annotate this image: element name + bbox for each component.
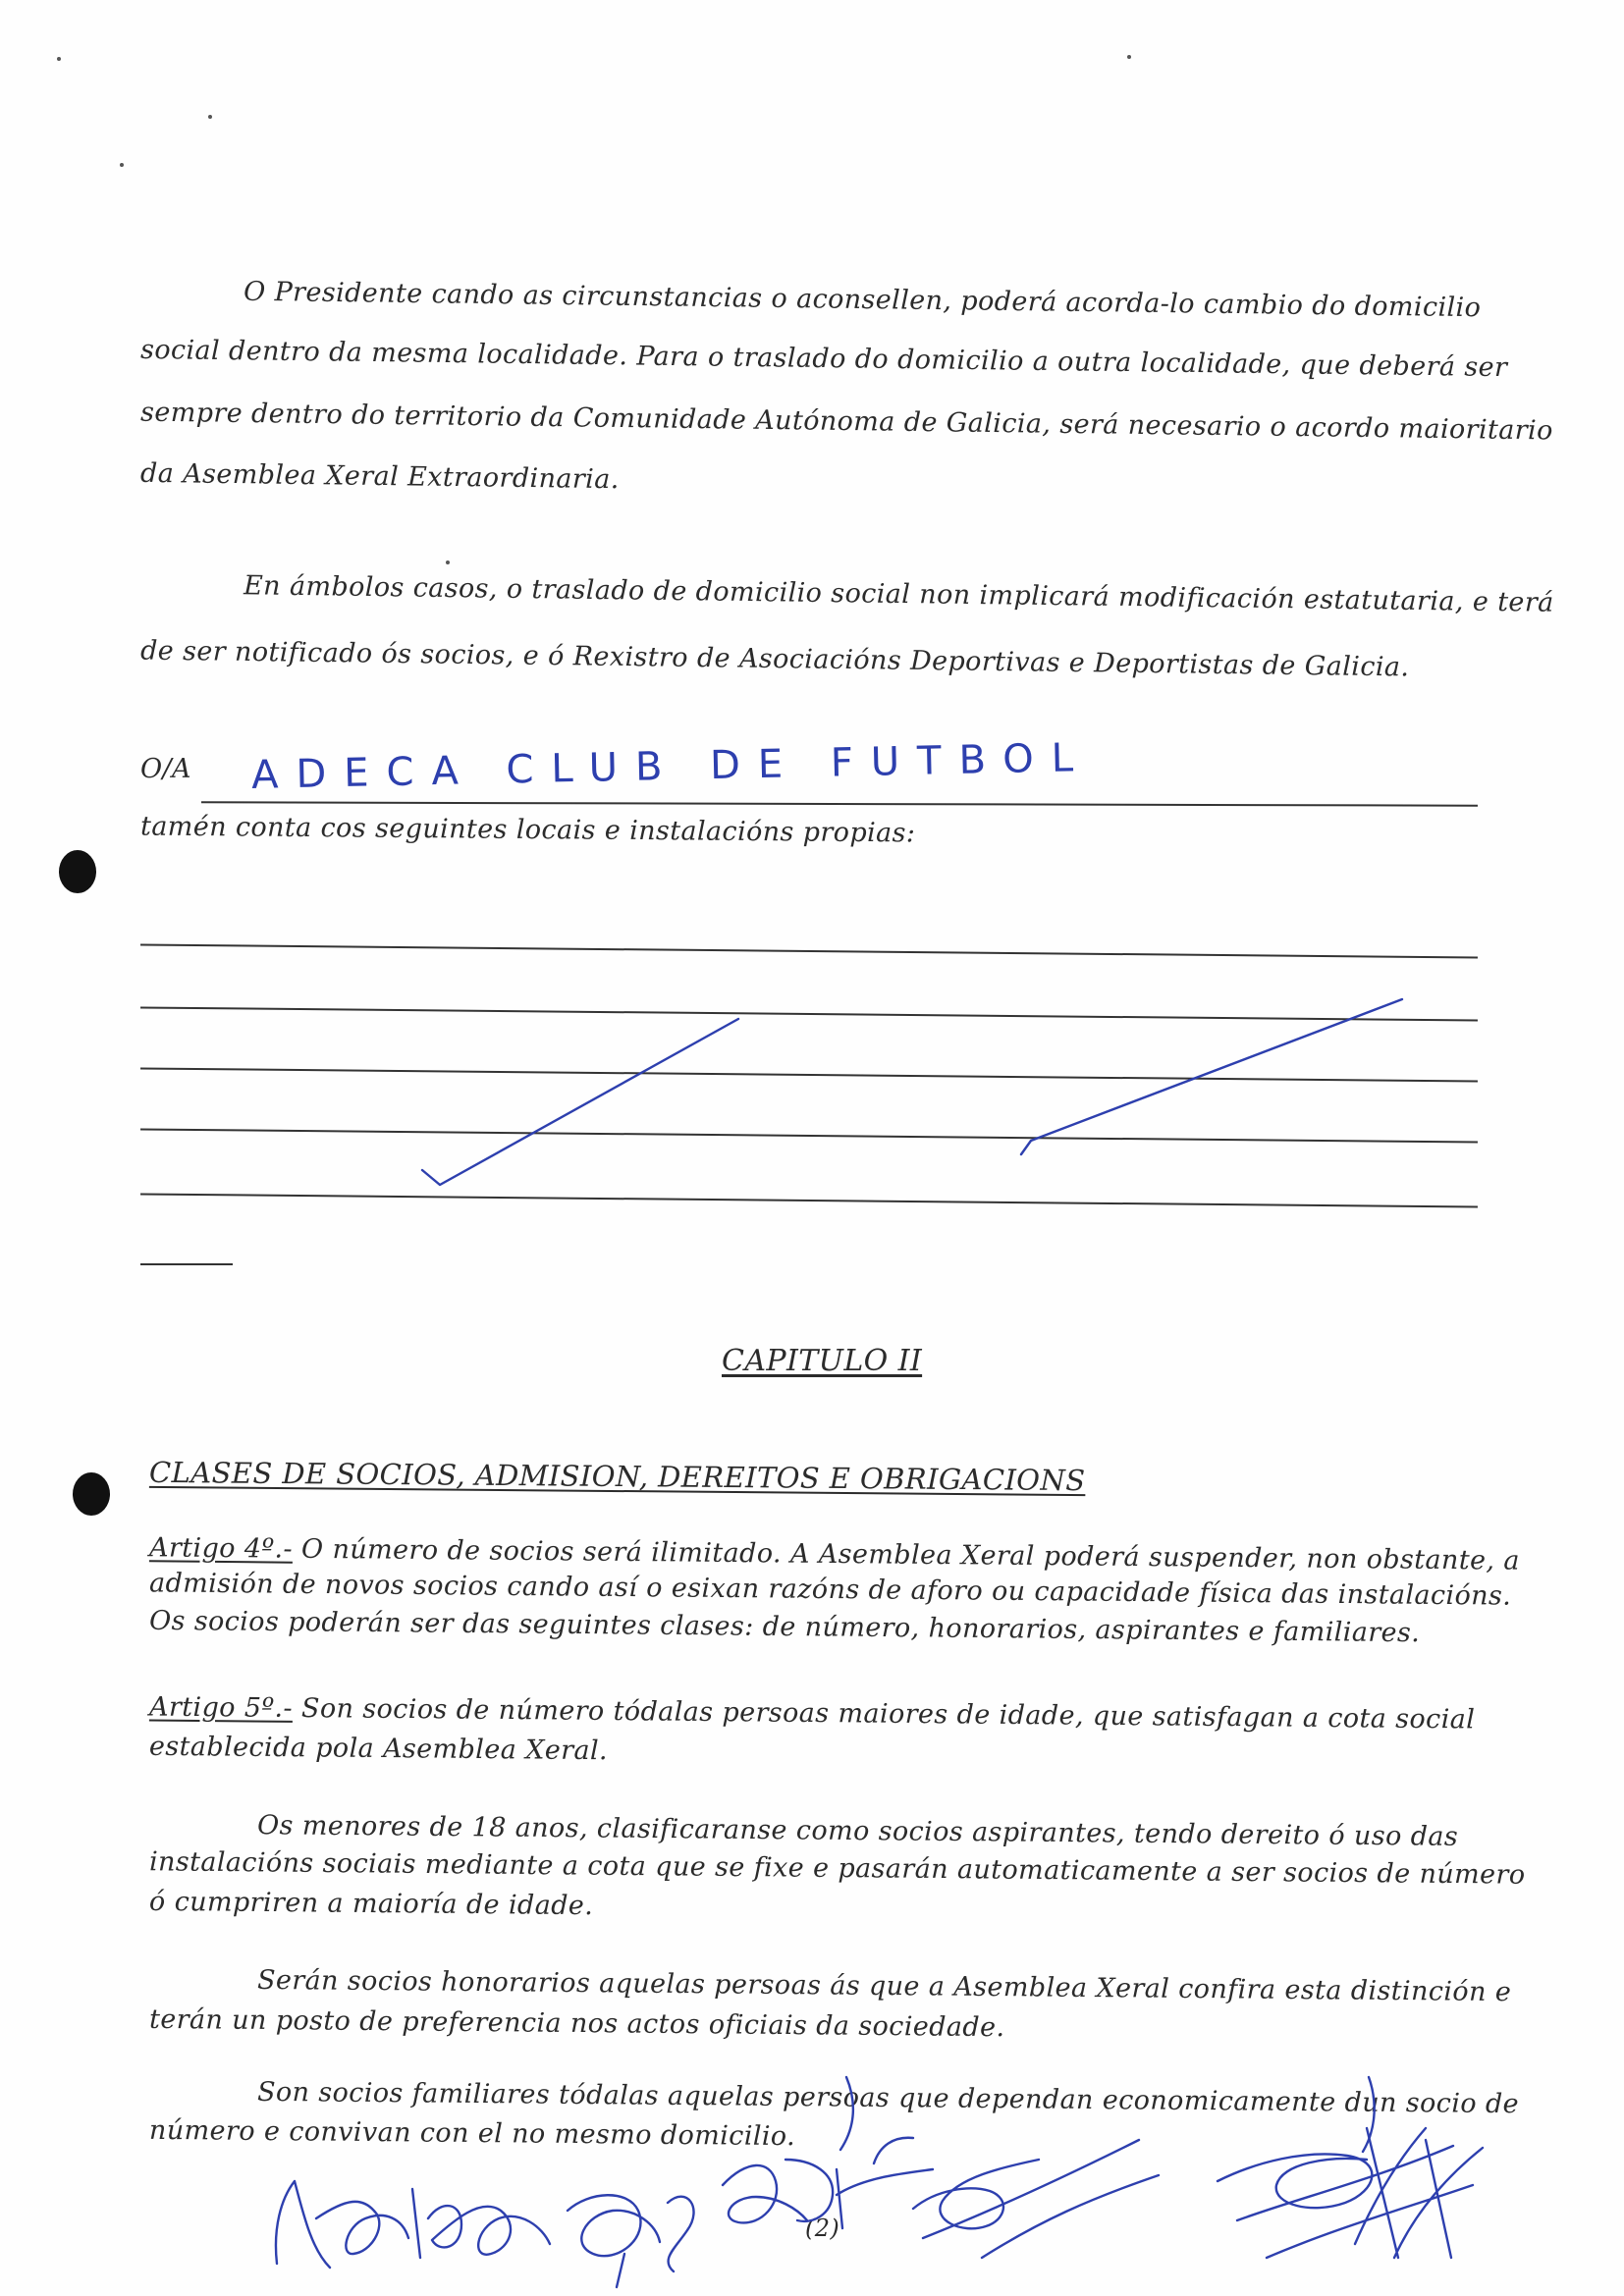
minors-line-1: Os menores de 18 anos, clasificaranse como socios aspirantes, tendo dereito ó uso das [256, 1810, 1459, 1852]
signature-stroke [1363, 2077, 1375, 2152]
club-name-handwritten: ADECA CLUB DE FUTBOL [250, 735, 1092, 798]
article-5-line-2: establecida pola Asemblea Xeral. [148, 1731, 609, 1767]
signature-1 [276, 2181, 550, 2268]
signature-2 [568, 2195, 694, 2287]
facilities-line-2: tamén conta cos seguintes locais e instalacións propias: [139, 811, 916, 849]
paragraph-cases-line-1: En ámbolos casos, o traslado de domicilio social non implicará modificación estatutaria, e terá [243, 570, 1554, 618]
signature-3 [723, 2138, 933, 2228]
paragraph-cases-line-2: de ser notificado ós socios, e ó Rexistro de Asociacións Deportivas e Deportistas de Galicia. [139, 635, 1410, 683]
paragraph-domicile-line-2: social dentro da mesma localidade. Para o traslado do domicilio a outra localidade, que deberá ser [139, 334, 1508, 384]
chapter-title: CAPITULO II [722, 1344, 923, 1378]
honorary-line-2: terán un posto de preferencia nos actos oficiais da sociedade. [148, 2003, 1005, 2044]
strike-through-stroke [422, 1019, 738, 1185]
facilities-prefix: O/A [140, 754, 191, 784]
family-line-1: Son socios familiares tódalas aquelas persoas que dependan economicamente dun socio de [256, 2076, 1520, 2120]
page-number: (2) [805, 2215, 840, 2242]
article-4-line-3: Os socios poderán ser das seguintes clases: de número, honorarios, aspirantes e familiares. [148, 1605, 1421, 1649]
signature-stroke [840, 2077, 853, 2150]
family-line-2: número e convivan con el no mesmo domicilio. [148, 2114, 796, 2153]
article-4-label: Artigo 4º.- [148, 1532, 294, 1565]
signature-5 [1218, 2128, 1483, 2258]
article-4-line-2: admisión de novos socios cando así o esixan razóns de aforo ou capacidade física das instalacións. [148, 1568, 1512, 1612]
section-title: CLASES DE SOCIOS, ADMISION, DEREITOS E OBRIGACIONS [148, 1455, 1086, 1498]
article-5-label: Artigo 5º.- [148, 1691, 294, 1724]
article-5-text-1: Son socios de número tódalas persoas maiores de idade, que satisfagan a cota social [300, 1693, 1476, 1735]
minors-line-2: instalacións sociais mediante a cota que se fixe e pasarán automaticamente a ser socios de número [148, 1846, 1526, 1891]
honorary-line-1: Serán socios honorarios aquelas persoas ás que a Asemblea Xeral confira esta distinción e [256, 1964, 1512, 2008]
paragraph-domicile-line-1: O Presidente cando as circunstancias o aconsellen, poderá acorda-lo cambio do domicilio [243, 276, 1482, 324]
paragraph-domicile-line-4: da Asemblea Xeral Extraordinaria. [139, 457, 620, 496]
signature-4 [913, 2140, 1159, 2258]
minors-line-3: ó cumpriren a maioría de idade. [148, 1886, 594, 1922]
paragraph-domicile-line-3: sempre dentro do territorio da Comunidade Autónoma de Galicia, será necesario o acordo maioritario [139, 397, 1553, 447]
article-4-text-1: O número de socios será ilimitado. A Asemblea Xeral poderá suspender, non obstante, a [300, 1533, 1521, 1576]
strike-through-stroke [1021, 999, 1402, 1154]
